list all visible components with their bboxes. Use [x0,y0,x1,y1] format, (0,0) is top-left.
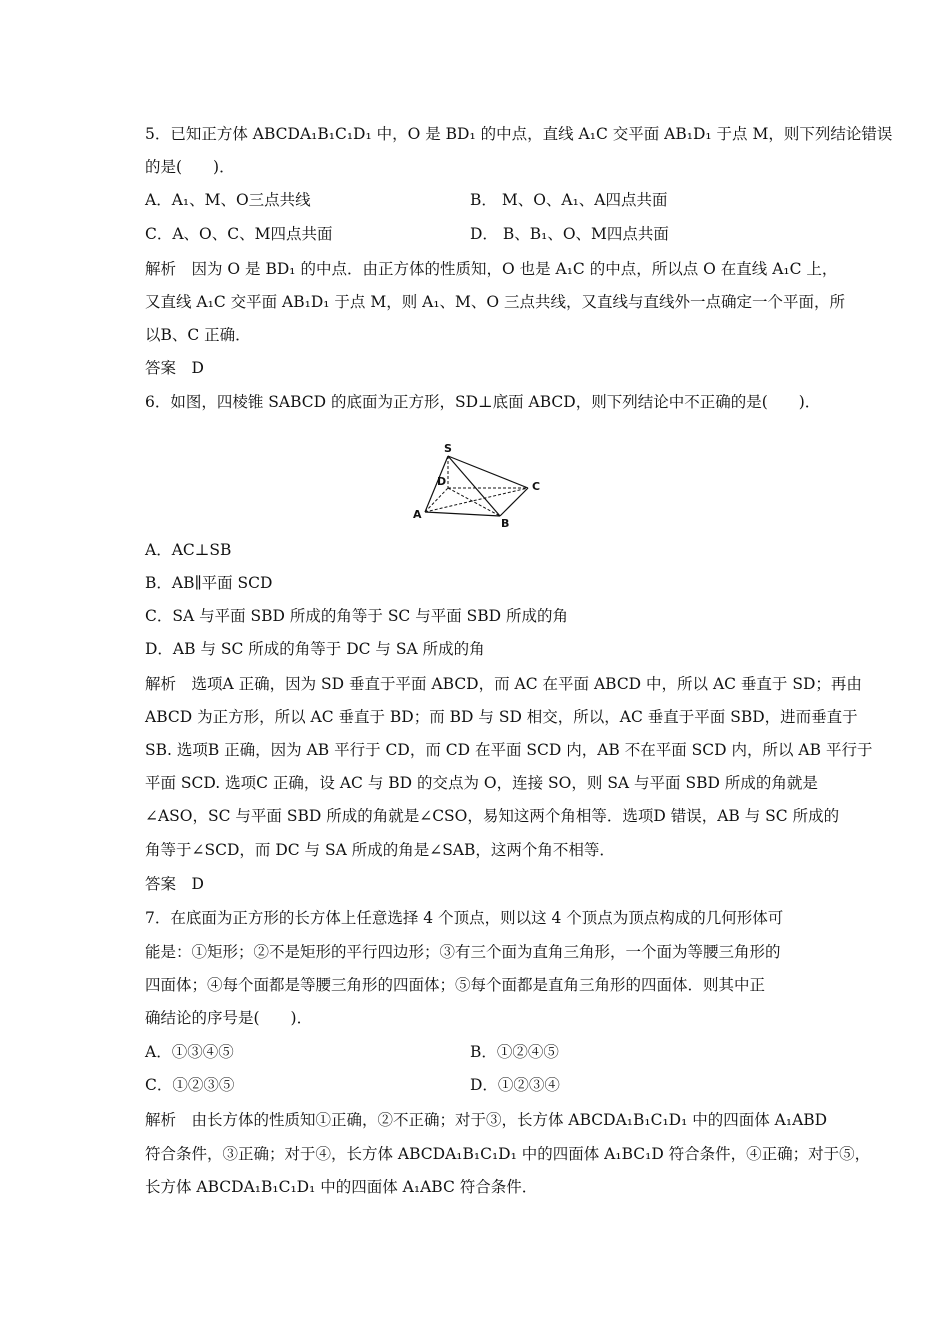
edge-ab [425,512,500,516]
q5-option-b: B． M、O、A₁、A四点共面 [470,191,668,209]
q7-analysis-line3: 长方体 ABCDA₁B₁C₁D₁ 中的四面体 A₁ABC 符合条件． [145,1178,538,1196]
q7-analysis-line2: 符合条件，③正确；对于④，长方体 ABCDA₁B₁C₁D₁ 中的四面体 A₁BC₁D 符合条件，④正确；对于⑤， [145,1145,871,1163]
q6-option-b: B．AB∥平面 SCD [145,574,273,592]
q6-analysis-line1: 解析 选项A 正确，因为 SD 垂直于平面 ABCD，而 AC 在平面 ABCD 中，所以 AC 垂直于 SD；再由 [145,675,862,693]
q7-stem-line3: 四面体；④每个面都是等腰三角形的四面体；⑤每个面都是直角三角形的四面体．则其中正 [145,976,766,994]
q6-analysis-line3: SB. 选项B 正确，因为 AB 平行于 CD，而 CD 在平面 SCD 内，AB 不在平面 SCD 内，所以 AB 平行于 [145,741,873,759]
q7-option-d: D．①②③④ [470,1076,560,1094]
q6-analysis-line5: ∠ASO，SC 与平面 SBD 所成的角就是∠CSO，易知这两个角相等．选项D 错误，AB 与 SC 所成的 [145,807,840,825]
q7-analysis-line1: 解析 由长方体的性质知①正确，②不正确；对于③，长方体 ABCDA₁B₁C₁D₁ 中的四面体 A₁ABD [145,1111,828,1129]
label-c: C [532,480,541,493]
label-b: B [501,517,510,530]
q5-answer: 答案 D [145,359,204,377]
q5-stem-line2: 的是( )． [145,158,235,176]
label-d: D [437,475,447,488]
q7-stem-line2: 能是：①矩形；②不是矩形的平行四边形；③有三个面为直角三角形，一个面为等腰三角形的 [145,943,781,961]
diag-ac [425,488,528,512]
q6-answer: 答案 D [145,875,204,893]
edge-sb [448,456,500,516]
q5-option-a: A．A₁、M、O三点共线 [145,191,311,209]
q7-option-c: C．①②③⑤ [145,1076,235,1094]
q6-stem: 6．如图，四棱锥 SABCD 的底面为正方形，SD⊥底面 ABCD，则下列结论中不正确的是( )． [145,393,821,411]
q5-option-d: D． B、B₁、O、M四点共面 [470,225,669,243]
q7-option-a: A．①③④⑤ [145,1043,234,1061]
q6-option-a: A．AC⊥SB [145,541,232,559]
q7-option-b: B．①②④⑤ [470,1043,559,1061]
edge-sc [448,456,528,488]
pyramid-figure [400,442,560,530]
diag-bd [448,488,500,516]
q5-option-c: C．A、O、C、M四点共面 [145,225,333,243]
label-a: A [413,508,422,521]
label-s: S [444,442,452,455]
q6-option-d: D．AB 与 SC 所成的角等于 DC 与 SA 所成的角 [145,640,485,658]
q6-option-c: C．SA 与平面 SBD 所成的角等于 SC 与平面 SBD 所成的角 [145,607,569,625]
q5-analysis-line3: 以B、C 正确． [145,326,251,344]
pyramid-diagram [400,442,560,530]
q5-analysis-line1: 解析 因为 O 是 BD₁ 的中点．由正方体的性质知，O 也是 A₁C 的中点，所以点 O 在直线 A₁C 上， [145,260,838,278]
edge-bc [500,488,528,516]
edge-ad [425,488,448,512]
q5-analysis-line2: 又直线 A₁C 交平面 AB₁D₁ 于点 M，则 A₁、M、O 三点共线，又直线与直线外一点确定一个平面，所 [145,293,846,311]
q7-stem-line4: 确结论的序号是( )． [145,1009,313,1027]
q7-stem-line1: 7．在底面为正方形的长方体上任意选择 4 个顶点，则以这 4 个顶点为顶点构成的几何形体可 [145,909,784,927]
q6-analysis-line6: 角等于∠SCD，而 DC 与 SA 所成的角是∠SAB，这两个角不相等． [145,841,615,859]
q6-analysis-line4: 平面 SCD. 选项C 正确，设 AC 与 BD 的交点为 O，连接 SO，则 SA 与平面 SBD 所成的角就是 [145,774,818,792]
q6-analysis-line2: ABCD 为正方形，所以 AC 垂直于 BD；而 BD 与 SD 相交，所以，AC 垂直于平面 SBD，进而垂直于 [145,708,858,726]
q5-stem-line1: 5．已知正方体 ABCDA₁B₁C₁D₁ 中，O 是 BD₁ 的中点，直线 A₁C 交平面 AB₁D₁ 于点 M，则下列结论错误 [145,125,893,143]
